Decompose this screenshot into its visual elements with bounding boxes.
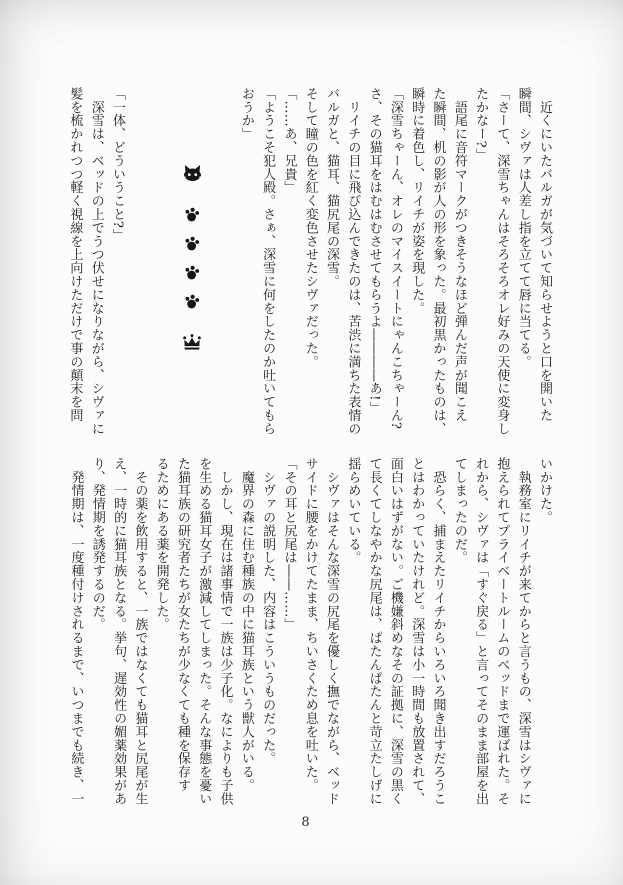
text-line: 髪を梳かれつつ軽く視線を上向けただけで事の顛末を問 — [67, 87, 83, 422]
top-text-block-right — [236, 87, 555, 436]
text-line: サイドに腰をかけてたまま、ちいさくため息を吐いた。 — [302, 457, 318, 792]
text-line: 「さーて、深雪ちゃんはそろそろオレ好みの天使に変身し — [494, 87, 510, 436]
text-line: 瞬時に着色し、リイチが姿を現した。 — [409, 87, 425, 315]
text-line: た瞬間、机の影が人の形を象った。最初黒かったものは、 — [430, 87, 446, 436]
paw-print-icon — [184, 265, 200, 281]
top-text-block-left — [64, 87, 128, 436]
text-line: 深雪は、ベッドの上でうつ伏せになりながら、シヴァに — [88, 87, 104, 436]
text-line: 発情期は、一度種付けされるまで、いつまでも続き、一 — [68, 457, 84, 806]
text-line: 「深雪ちゃーん、オレのマイスイートにゃんこちゃーん? — [387, 87, 403, 430]
text-line: 瞬間、シヴァは人差し指を立てて唇に当てる。 — [515, 87, 531, 369]
text-line: 「……あ、兄貴」 — [281, 87, 297, 195]
text-line: 語尾に音符マークがつきそうなほど弾んだ声が聞こえ — [451, 87, 467, 422]
text-line: たかなー?」 — [473, 87, 489, 162]
text-line: そして瞳の色を紅く変色させたシヴァだった。 — [302, 87, 318, 369]
text-line: 揺らめいている。 — [345, 457, 361, 565]
text-line: シヴァはそんな深雪の尻尾を優しく撫でながら、ベッド — [324, 457, 340, 806]
text-line: その薬を飲用すると、一族ではなくても猫耳と尻尾が生 — [132, 457, 148, 806]
text-line: 「その耳と尻尾は――……」 — [281, 457, 297, 632]
text-line: 抱えられてプライベートルームのベッドまで運ばれた。そ — [494, 457, 510, 806]
paw-print-icon — [184, 207, 200, 223]
text-line: てしまったのだ。 — [451, 457, 467, 565]
text-line: 魔界の森に住む種族の中に猫耳族という獣人がいる。 — [238, 457, 254, 792]
text-line: 面白いはずがない。ご機嫌斜めなその証拠に、深雪の黒く — [387, 457, 403, 806]
text-line: を生める猫耳女子が激減してしまった。そんな事態を憂い — [196, 457, 212, 806]
text-line: た猫耳族の研究者たちが女たちが少なくても種を保存す — [174, 457, 190, 792]
page-number: 8 — [301, 815, 310, 830]
text-line: おうか」 — [238, 87, 254, 141]
bottom-text-block — [65, 457, 555, 806]
text-line: いかけた。 — [537, 457, 552, 524]
text-line: 近くにいたバルガが気づいて知らせようと口を開いた — [537, 87, 552, 422]
text-line: シヴァの説明した、内容はこういうものだった。 — [260, 457, 276, 766]
text-line: 恐らく、捕まえたリイチからいろいろ聞き出すだろうこ — [430, 457, 446, 806]
paw-print-icon — [184, 236, 200, 252]
text-line: 執務室にリイチが来てからと言うもの、深雪はシヴァに — [515, 457, 531, 806]
text-line: リイチの目に飛び込んできたのは、苦渋に満ちた表情の — [345, 87, 361, 436]
text-line: るためにある薬を開発した。 — [153, 457, 169, 632]
text-line: さ、その猫耳をはむはむさせてもらうよ――――あ!」 — [366, 87, 382, 415]
text-line: 「一体、どういうこと?」 — [110, 87, 125, 242]
paw-print-icon — [184, 294, 200, 310]
cat-face-icon — [181, 164, 204, 183]
text-line: 「ようこそ犯人殿。さぁ、深雪に何をしたのか吐いてもら — [260, 87, 276, 436]
text-line: れから、シヴァは「すぐ戻る」と言ってそのまま部屋を出 — [473, 457, 489, 806]
text-line: り、発情期を誘発するのだ。 — [89, 457, 105, 632]
text-line: しかし、現在は諸事情で一族は少子化。なによりも子供 — [217, 457, 233, 806]
crown-icon — [181, 332, 203, 351]
text-line: え、一時的に猫耳族となる。挙句、遅効性の媚薬効果があ — [111, 457, 127, 806]
text-line: とはわかっていたけれど。深雪は小一時間も放置されて、 — [409, 457, 425, 806]
text-line: て長くてしなやかな尻尾は、ぱたんぱたんと苛立たしげに — [366, 457, 382, 806]
section-divider-ornament — [178, 164, 206, 351]
text-line: バルガと、猫耳、猫尻尾の深雪。 — [324, 87, 340, 288]
